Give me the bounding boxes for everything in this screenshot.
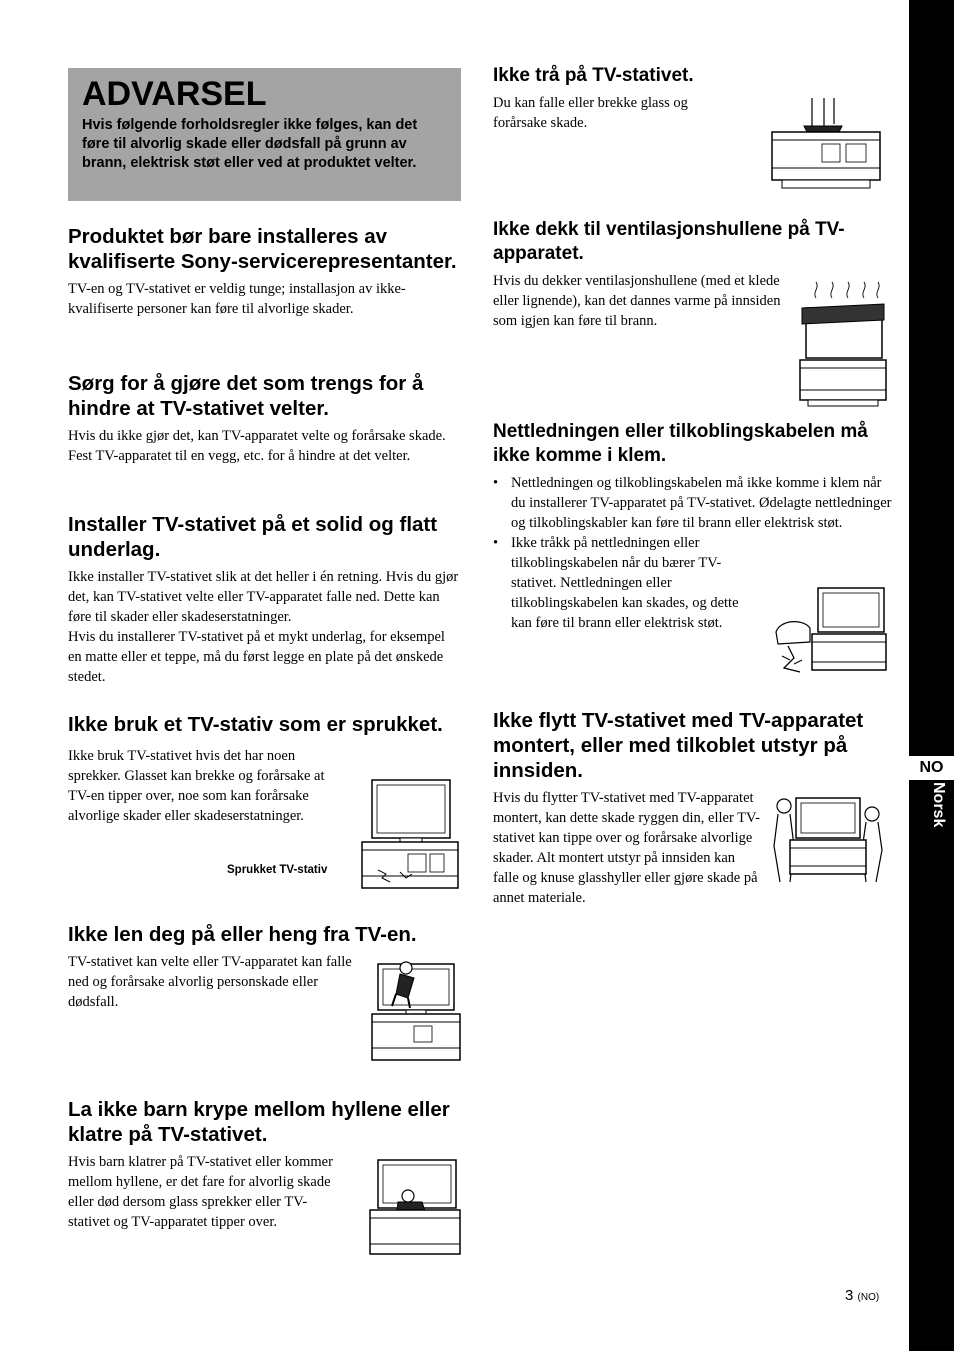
warning-text: Hvis følgende forholdsregler ikke følges, kan det føre til alvorlig skade eller dødsfall på grunn av brann, elektrisk støt eller ved at produktet velter. [82,117,418,171]
side-tab [909,0,954,1351]
section-body-2: Fest TV-apparatet til en vegg, etc. for å hindre at det velter. [68,448,411,464]
section-body: Ikke installer TV-stativet slik at det heller i én retning. Hvis du gjør det, kan TV-stativet velte eller TV-apparatet falle ned. Dette kan føre til skader eller skadeserstatninger. [68,569,459,625]
section-heading: Ikke flytt TV-stativet med TV-apparatet montert, eller med tilkoblet utstyr på innsiden. [493,709,864,782]
moving-stand-illustration [766,792,888,888]
section-solid-surface [68,512,461,687]
section-heading: Nettledningen eller tilkoblingskabelen må ikke komme i klem. [493,421,868,466]
cable-pinch-illustration [774,586,888,678]
section-heading: Ikke bruk et TV-stativ som er sprukket. [68,713,443,736]
section-heading: Sørg for å gjøre det som trengs for å hindre at TV-stativet velter. [68,372,424,420]
section-body: Du kan falle eller brekke glass og forårsake skade. [493,95,688,131]
cracked-stand-illustration [360,778,460,893]
section-body: Hvis barn klatrer på TV-stativet eller kommer mellom hyllene, er det fare for alvorlig skade eller død dersom glass sprekker eller TV-stativet og TV-apparatet tipper over. [68,1154,333,1230]
stepping-on-stand-illustration [768,96,884,192]
warning-box [68,68,461,201]
section-heading: Ikke trå på TV-stativet. [493,65,694,86]
section-heading: Produktet bør bare installeres av kvalifiserte Sony-servicerepresentanter. [68,225,457,273]
section-qualified-install [68,224,461,319]
list-item: • Nettledningen og tilkoblingskabelen må ikke komme i klem når du installerer TV-apparatet på TV-stativet. Ødelagte nettledninger og tilkoblingskabler kan føre til brann eller elektrisk støt. [493,473,893,533]
section-body: TV-en og TV-stativet er veldig tunge; installasjon av ikke-kvalifiserte personer kan føre til alvorlige skader. [68,281,406,317]
list-item: • Ikke tråkk på nettledningen eller tilkoblingskabelen når du bærer TV-stativet. Nettledningen eller tilkoblingskabelen kan skades, og dette kan føre til brann eller elektrisk støt. [493,533,763,633]
covered-vents-illustration [798,278,888,410]
page-number-value: 3 [845,1287,854,1304]
illustration-caption: Sprukket TV-stativ [227,864,328,876]
section-body: TV-stativet kan velte eller TV-apparatet kan falle ned og forårsake alvorlig personskade eller dødsfall. [68,954,352,1010]
climbing-child-illustration [368,1158,464,1260]
section-body: Ikke bruk TV-stativet hvis det har noen sprekker. Glasset kan brekke og forårsake at TV-en tipper over, noe som kan forårsake alvorlige skader eller skadeserstatninger. [68,748,325,824]
page-number-suffix: (NO) [857,1292,880,1303]
leaning-person-illustration [370,956,462,1064]
language-name: Norsk [930,782,947,828]
language-code: NO [909,756,954,780]
section-body: Hvis du ikke gjør det, kan TV-apparatet velte og forårsake skade. [68,428,446,444]
section-heading: Ikke len deg på eller heng fra TV-en. [68,923,417,946]
section-body-2: Hvis du installerer TV-stativet på et mykt underlag, for eksempel en matte eller et teppe, må du først legge en plate på det ønskede stedet. [68,629,445,685]
warning-title: ADVARSEL [82,75,267,113]
section-heading: Ikke dekk til ventilasjonshullene på TV-apparatet. [493,219,845,264]
page-number [845,1287,879,1304]
section-heading: Installer TV-stativet på et solid og flatt underlag. [68,513,438,561]
section-body: Hvis du flytter TV-stativet med TV-apparatet montert, kan dette skade ryggen din, eller TV-stativet kan tippe over og forårsake alvorlige skader. Alt montert utstyr på innsiden kan falle og knuse glasshyller eller gjøre skade på annet materiale. [493,790,760,906]
section-prevent-tipping [68,371,461,466]
section-heading: La ikke barn krype mellom hyllene eller klatre på TV-stativet. [68,1098,450,1146]
section-body: Hvis du dekker ventilasjonshullene (med et klede eller lignende), kan det dannes varme på innsiden som igjen kan føre til brann. [493,273,781,329]
